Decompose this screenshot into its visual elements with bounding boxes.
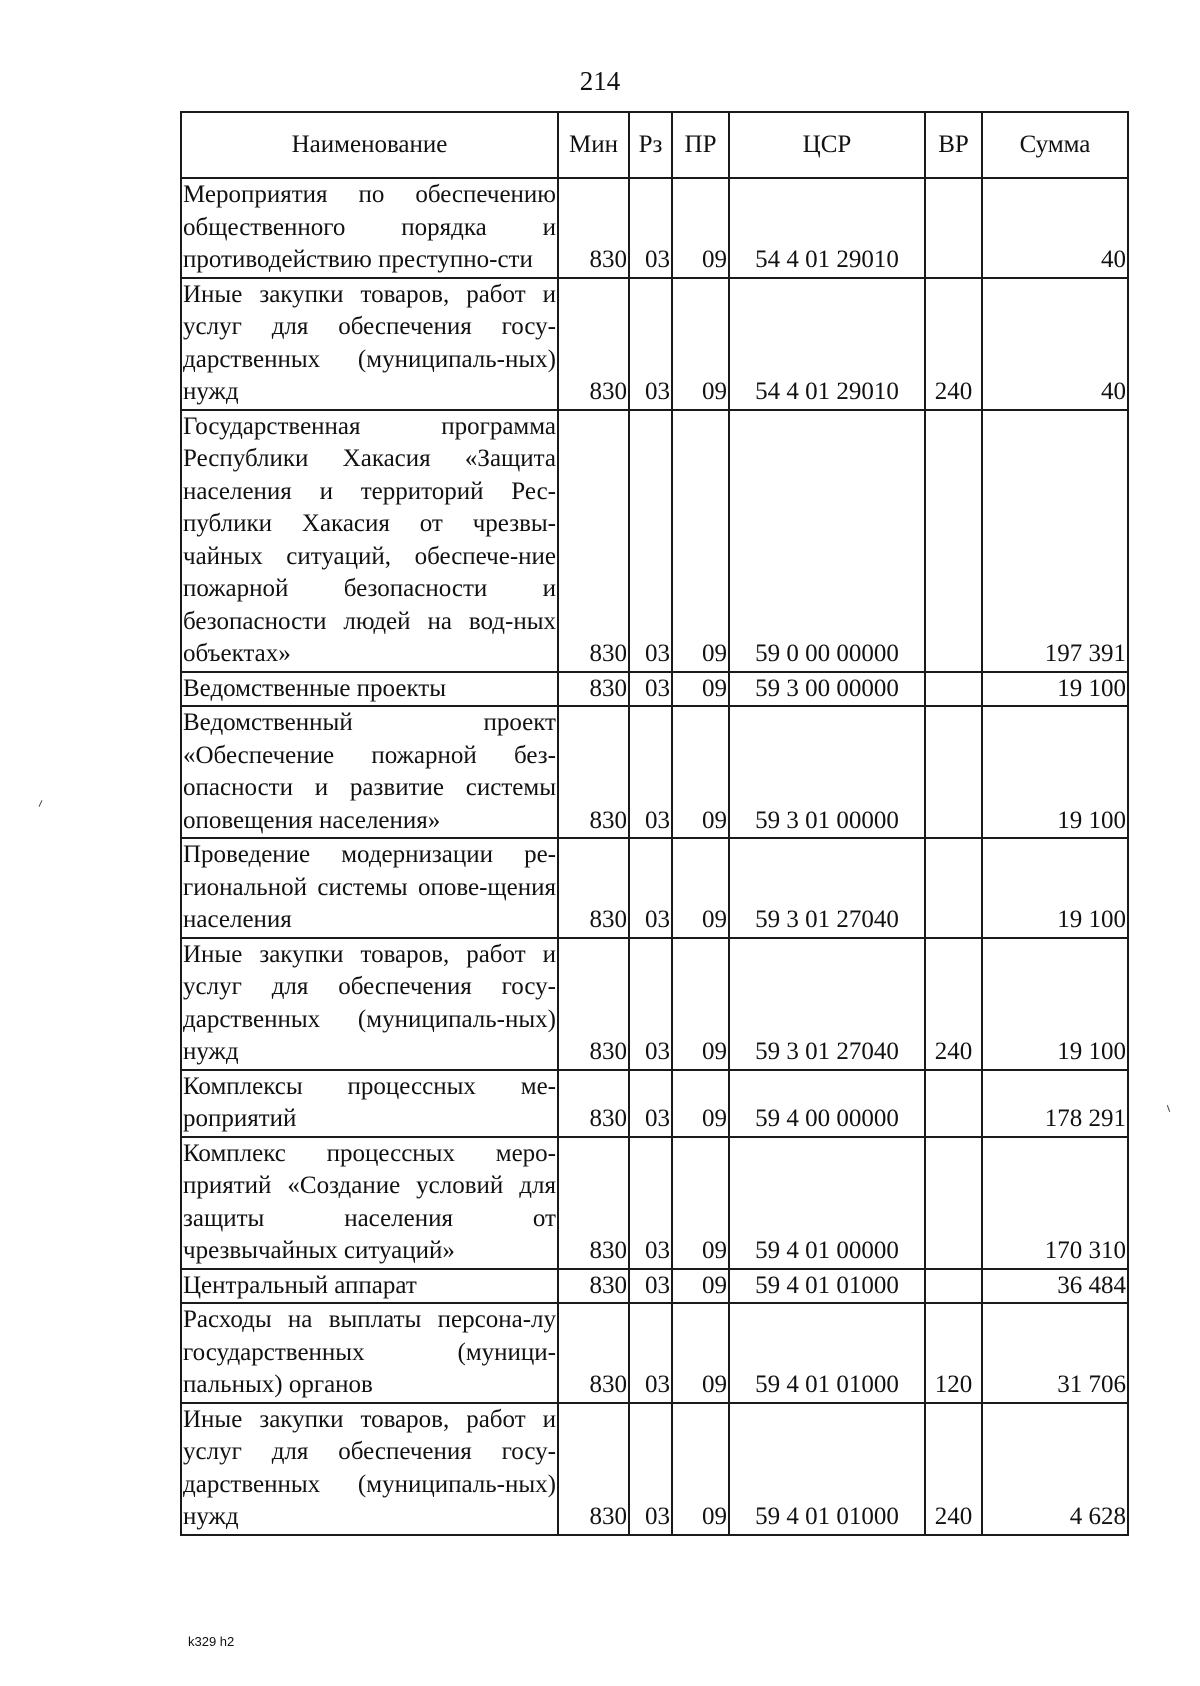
cell-min: 830	[558, 178, 629, 278]
cell-csr: 54 4 01 29010	[729, 278, 925, 410]
table-row	[181, 1269, 1128, 1304]
cell-csr: 59 4 01 00000	[729, 1137, 925, 1269]
cell-sum: 170 310	[982, 1137, 1128, 1269]
cell-rz: 03	[629, 1403, 672, 1535]
cell-pr: 09	[672, 1137, 729, 1269]
cell-pr: 09	[672, 672, 729, 707]
header-name: Наименование	[181, 112, 558, 178]
cell-min: 830	[558, 938, 629, 1070]
cell-sum: 40	[982, 278, 1128, 410]
cell-vr	[925, 672, 982, 707]
footer-code: k329 h2	[188, 1634, 235, 1649]
cell-pr: 09	[672, 838, 729, 938]
table-row	[181, 278, 1128, 410]
cell-pr: 09	[672, 410, 729, 672]
cell-min: 830	[558, 838, 629, 938]
cell-pr: 09	[672, 1269, 729, 1304]
cell-vr	[925, 706, 982, 838]
cell-name: Иные закупки товаров, работ и услуг для обеспечения госу-дарственных (муниципаль-ных) нужд	[181, 278, 558, 410]
table-row	[181, 1137, 1128, 1269]
cell-min: 830	[558, 1070, 629, 1137]
table-header-row	[181, 112, 1128, 178]
cell-rz: 03	[629, 706, 672, 838]
table-row	[181, 938, 1128, 1070]
scan-speck-right	[1167, 1105, 1170, 1112]
cell-vr	[925, 1070, 982, 1137]
header-pr: ПР	[672, 112, 729, 178]
cell-name: Проведение модернизации ре-гиональной системы опове-щения населения	[181, 838, 558, 938]
cell-name: Государственная программа Республики Хакасия «Защита населения и территорий Рес-публики Хакасия от чрезвы-чайных ситуаций, обеспече-ние пожарной безопасности и безопасности людей на вод-ных объектах»	[181, 410, 558, 672]
cell-rz: 03	[629, 672, 672, 707]
header-csr: ЦСР	[729, 112, 925, 178]
cell-sum: 19 100	[982, 938, 1128, 1070]
cell-name: Комплекс процессных меро-приятий «Создание условий для защиты населения от чрезвычайных ситуаций»	[181, 1137, 558, 1269]
cell-rz: 03	[629, 1269, 672, 1304]
cell-min: 830	[558, 706, 629, 838]
cell-pr: 09	[672, 1070, 729, 1137]
cell-name: Центральный аппарат	[181, 1269, 558, 1304]
cell-csr: 59 3 01 27040	[729, 938, 925, 1070]
cell-csr: 59 4 01 01000	[729, 1303, 925, 1403]
cell-name: Ведомственные проекты	[181, 672, 558, 707]
cell-min: 830	[558, 410, 629, 672]
cell-sum: 31 706	[982, 1303, 1128, 1403]
cell-min: 830	[558, 1269, 629, 1304]
cell-rz: 03	[629, 1137, 672, 1269]
table-row	[181, 706, 1128, 838]
cell-name: Иные закупки товаров, работ и услуг для обеспечения госу-дарственных (муниципаль-ных) нужд	[181, 938, 558, 1070]
cell-csr: 59 3 00 00000	[729, 672, 925, 707]
cell-pr: 09	[672, 938, 729, 1070]
cell-rz: 03	[629, 278, 672, 410]
cell-vr: 120	[925, 1303, 982, 1403]
cell-vr	[925, 178, 982, 278]
cell-rz: 03	[629, 938, 672, 1070]
cell-csr: 59 3 01 27040	[729, 838, 925, 938]
scan-speck-left	[39, 800, 43, 807]
header-rz: Рз	[629, 112, 672, 178]
table-row	[181, 1070, 1128, 1137]
table-row	[181, 672, 1128, 707]
cell-min: 830	[558, 1303, 629, 1403]
cell-vr: 240	[925, 938, 982, 1070]
cell-sum: 178 291	[982, 1070, 1128, 1137]
cell-vr	[925, 838, 982, 938]
cell-sum: 197 391	[982, 410, 1128, 672]
cell-name: Ведомственный проект «Обеспечение пожарной без-опасности и развитие системы оповещения населения»	[181, 706, 558, 838]
cell-csr: 59 3 01 00000	[729, 706, 925, 838]
cell-vr	[925, 1137, 982, 1269]
cell-name: Мероприятия по обеспечению общественного порядка и противодействию преступно-сти	[181, 178, 558, 278]
cell-pr: 09	[672, 1403, 729, 1535]
cell-pr: 09	[672, 178, 729, 278]
cell-sum: 19 100	[982, 672, 1128, 707]
cell-sum: 36 484	[982, 1269, 1128, 1304]
cell-sum: 4 628	[982, 1403, 1128, 1535]
cell-min: 830	[558, 672, 629, 707]
cell-csr: 59 0 00 00000	[729, 410, 925, 672]
cell-pr: 09	[672, 278, 729, 410]
table-row	[181, 1303, 1128, 1403]
cell-rz: 03	[629, 1070, 672, 1137]
cell-sum: 19 100	[982, 838, 1128, 938]
cell-rz: 03	[629, 410, 672, 672]
cell-csr: 59 4 01 01000	[729, 1269, 925, 1304]
table-row	[181, 178, 1128, 278]
cell-name: Иные закупки товаров, работ и услуг для обеспечения госу-дарственных (муниципаль-ных) нужд	[181, 1403, 558, 1535]
table-row	[181, 1403, 1128, 1535]
cell-min: 830	[558, 278, 629, 410]
cell-name: Расходы на выплаты персона-лу государственных (муници-пальных) органов	[181, 1303, 558, 1403]
cell-rz: 03	[629, 1303, 672, 1403]
cell-vr: 240	[925, 278, 982, 410]
cell-csr: 59 4 00 00000	[729, 1070, 925, 1137]
cell-pr: 09	[672, 706, 729, 838]
cell-rz: 03	[629, 838, 672, 938]
cell-vr	[925, 1269, 982, 1304]
cell-vr	[925, 410, 982, 672]
cell-min: 830	[558, 1137, 629, 1269]
cell-pr: 09	[672, 1303, 729, 1403]
cell-vr: 240	[925, 1403, 982, 1535]
cell-rz: 03	[629, 178, 672, 278]
cell-csr: 54 4 01 29010	[729, 178, 925, 278]
header-min: Мин	[558, 112, 629, 178]
cell-sum: 19 100	[982, 706, 1128, 838]
table-row	[181, 838, 1128, 938]
page-number: 214	[579, 66, 621, 96]
cell-csr: 59 4 01 01000	[729, 1403, 925, 1535]
table-row	[181, 410, 1128, 672]
cell-sum: 40	[982, 178, 1128, 278]
header-vr: ВР	[925, 112, 982, 178]
budget-table	[180, 111, 1129, 1536]
header-sum: Сумма	[982, 112, 1128, 178]
cell-name: Комплексы процессных ме-роприятий	[181, 1070, 558, 1137]
cell-min: 830	[558, 1403, 629, 1535]
